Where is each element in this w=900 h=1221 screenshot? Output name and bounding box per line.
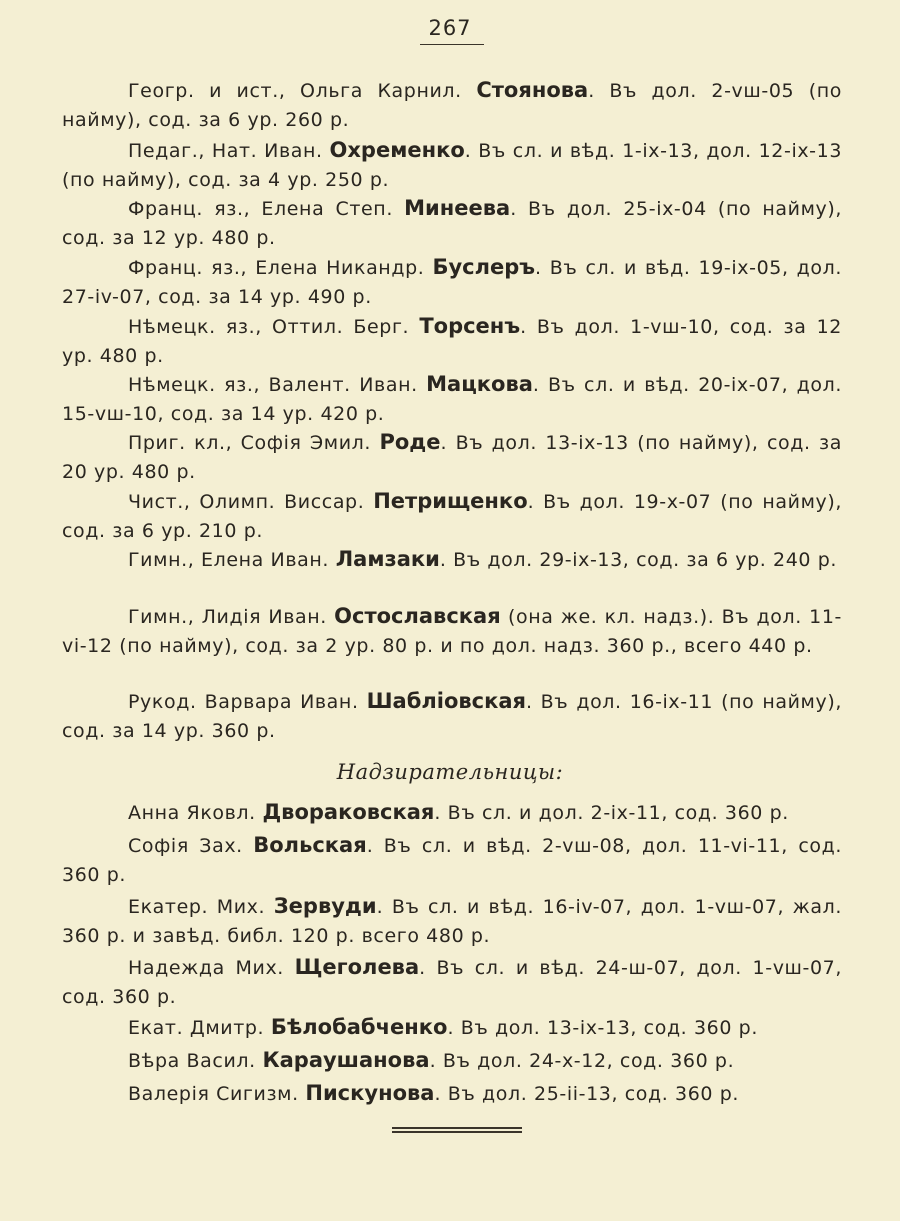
surname: Караушанова (262, 1048, 430, 1072)
entry-karaushanova (62, 1046, 842, 1076)
entry-okhremenko (62, 136, 842, 195)
surname: Торсенъ (419, 314, 521, 338)
entry-details: . Въ сл. и вѣд. 20-ix-07, дол. 15-vш-10, сод. за 14 ур. 420 р. (62, 374, 842, 425)
entry-details: . Въ сл. и вѣд. 19-ix-05, дол. 27-iv-07, сод. за 14 ур. 490 р. (62, 257, 842, 308)
entry-lamzaki (62, 545, 842, 575)
entry-prefix: Чист., Олимп. Виссар. (128, 491, 374, 513)
entry-details: . Въ дол. 13-ix-13, сод. 360 р. (447, 1017, 758, 1039)
entry-prefix: Франц. яз., Елена Степ. (128, 198, 405, 220)
entry-details: . Въ сл. и вѣд. 2-vш-08, дол. 11-vi-11, сод. 360 р. (62, 835, 842, 886)
entry-petrishchenko (62, 487, 842, 546)
surname: Минеева (404, 196, 511, 220)
entry-shabliovskaya (62, 687, 842, 746)
entry-prefix: Франц. яз., Елена Никандр. (128, 257, 433, 279)
surname: Стоянова (476, 78, 589, 102)
entry-prefix: Гимн., Елена Иван. (128, 549, 336, 571)
entry-zervudi (62, 892, 842, 951)
section-heading-nadziratelnitsy: Надзирательницы: (336, 760, 564, 784)
entry-details: . Въ сл. и дол. 2-ix-11, сод. 360 р. (434, 802, 789, 824)
entry-busler (62, 253, 842, 312)
entry-details: . Въ дол. 19-x-07 (по найму), сод. за 6 ур. 210 р. (62, 491, 843, 542)
entry-prefix: Приг. кл., Софія Эмил. (128, 432, 380, 454)
entry-details: . Въ дол. 29-ix-13, сод. за 6 ур. 240 р. (439, 549, 838, 571)
surname: Пискунова (305, 1081, 435, 1105)
entry-ostoslavskaya (62, 602, 842, 661)
entry-prefix: Рукод. Варвара Иван. (128, 691, 367, 713)
entry-prefix: Нѣмецк. яз., Оттил. Берг. (128, 316, 420, 338)
entry-details: . Въ дол. 25-ii-13, сод. 360 р. (434, 1083, 740, 1105)
entry-rode (62, 428, 842, 487)
closing-double-rule (392, 1127, 522, 1133)
entry-details: . Въ дол. 1-vш-10, сод. за 12 ур. 480 р. (62, 316, 842, 367)
entry-details: . Въ дол. 2-vш-05 (по найму), сод. за 6 ур. 260 р. (62, 80, 842, 131)
entry-prefix: Екат. Дмитр. (128, 1017, 271, 1039)
entry-volskaya (62, 831, 842, 890)
entry-prefix: Геогр. и ист., Ольга Карнил. (128, 80, 477, 102)
surname: Остославская (334, 604, 501, 628)
page-number: 267 (428, 16, 472, 40)
entry-details: . Въ дол. 13-ix-13 (по найму), сод. за 20 ур. 480 р. (62, 432, 842, 483)
entry-prefix: Вѣра Васил. (128, 1050, 263, 1072)
surname: Двораковская (262, 800, 435, 824)
surname: Бѣлобабченко (270, 1015, 448, 1039)
entry-matskova (62, 370, 842, 429)
entry-details: . Въ сл. и вѣд. 1-ix-13, дол. 12-ix-13 (по найму), сод. за 4 ур. 250 р. (62, 140, 843, 191)
entry-prefix: Нѣмецк. яз., Валент. Иван. (128, 374, 427, 396)
entry-torsen (62, 312, 842, 371)
entry-details: . Въ сл. и вѣд. 16-iv-07, дол. 1-vш-07, жал. 360 р. и завѣд. библ. 120 р. всего 480 р. (62, 896, 842, 947)
entry-details: . Въ дол. 16-ix-11 (по найму), сод. за 14 ур. 360 р. (62, 691, 842, 742)
entry-prefix: Валерія Сигизм. (128, 1083, 306, 1105)
entry-prefix: Анна Яковл. (128, 802, 263, 824)
surname: Щеголева (294, 955, 420, 979)
entry-details: (она же. кл. надз.). Въ дол. 11-vi-12 (по найму), сод. за 2 ур. 80 р. и по дол. надз. 360 р., всего 440 р. (62, 606, 842, 657)
surname: Зервуди (273, 894, 377, 918)
entry-prefix: Гимн., Лидія Иван. (128, 606, 335, 628)
page-number-rule (420, 44, 484, 45)
surname: Охременко (329, 138, 465, 162)
surname: Роде (379, 430, 441, 454)
entry-dvorakovskaya (62, 798, 842, 828)
entry-prefix: Педаг., Нат. Иван. (128, 140, 330, 162)
entry-shchegoleva (62, 953, 842, 1012)
entry-prefix: Надежда Мих. (128, 957, 295, 979)
entry-belobabchenko (62, 1013, 842, 1043)
entry-details: . Въ дол. 25-ix-04 (по найму), сод. за 12 ур. 480 р. (62, 198, 842, 249)
entry-piskunova (62, 1079, 842, 1109)
surname: Ламзаки (335, 547, 440, 571)
surname: Буслеръ (432, 255, 536, 279)
surname: Вольская (253, 833, 367, 857)
surname: Шабліовская (366, 689, 527, 713)
entry-stoyanova (62, 76, 842, 135)
entry-prefix: Екатер. Мих. (128, 896, 274, 918)
surname: Мацкова (426, 372, 533, 396)
entry-prefix: Софія Зах. (128, 835, 254, 857)
surname: Петрищенко (373, 489, 528, 513)
entry-mineeva (62, 194, 842, 253)
entry-details: . Въ сл. и вѣд. 24-ш-07, дол. 1-vш-07, сод. 360 р. (62, 957, 842, 1008)
entry-details: . Въ дол. 24-x-12, сод. 360 р. (429, 1050, 735, 1072)
